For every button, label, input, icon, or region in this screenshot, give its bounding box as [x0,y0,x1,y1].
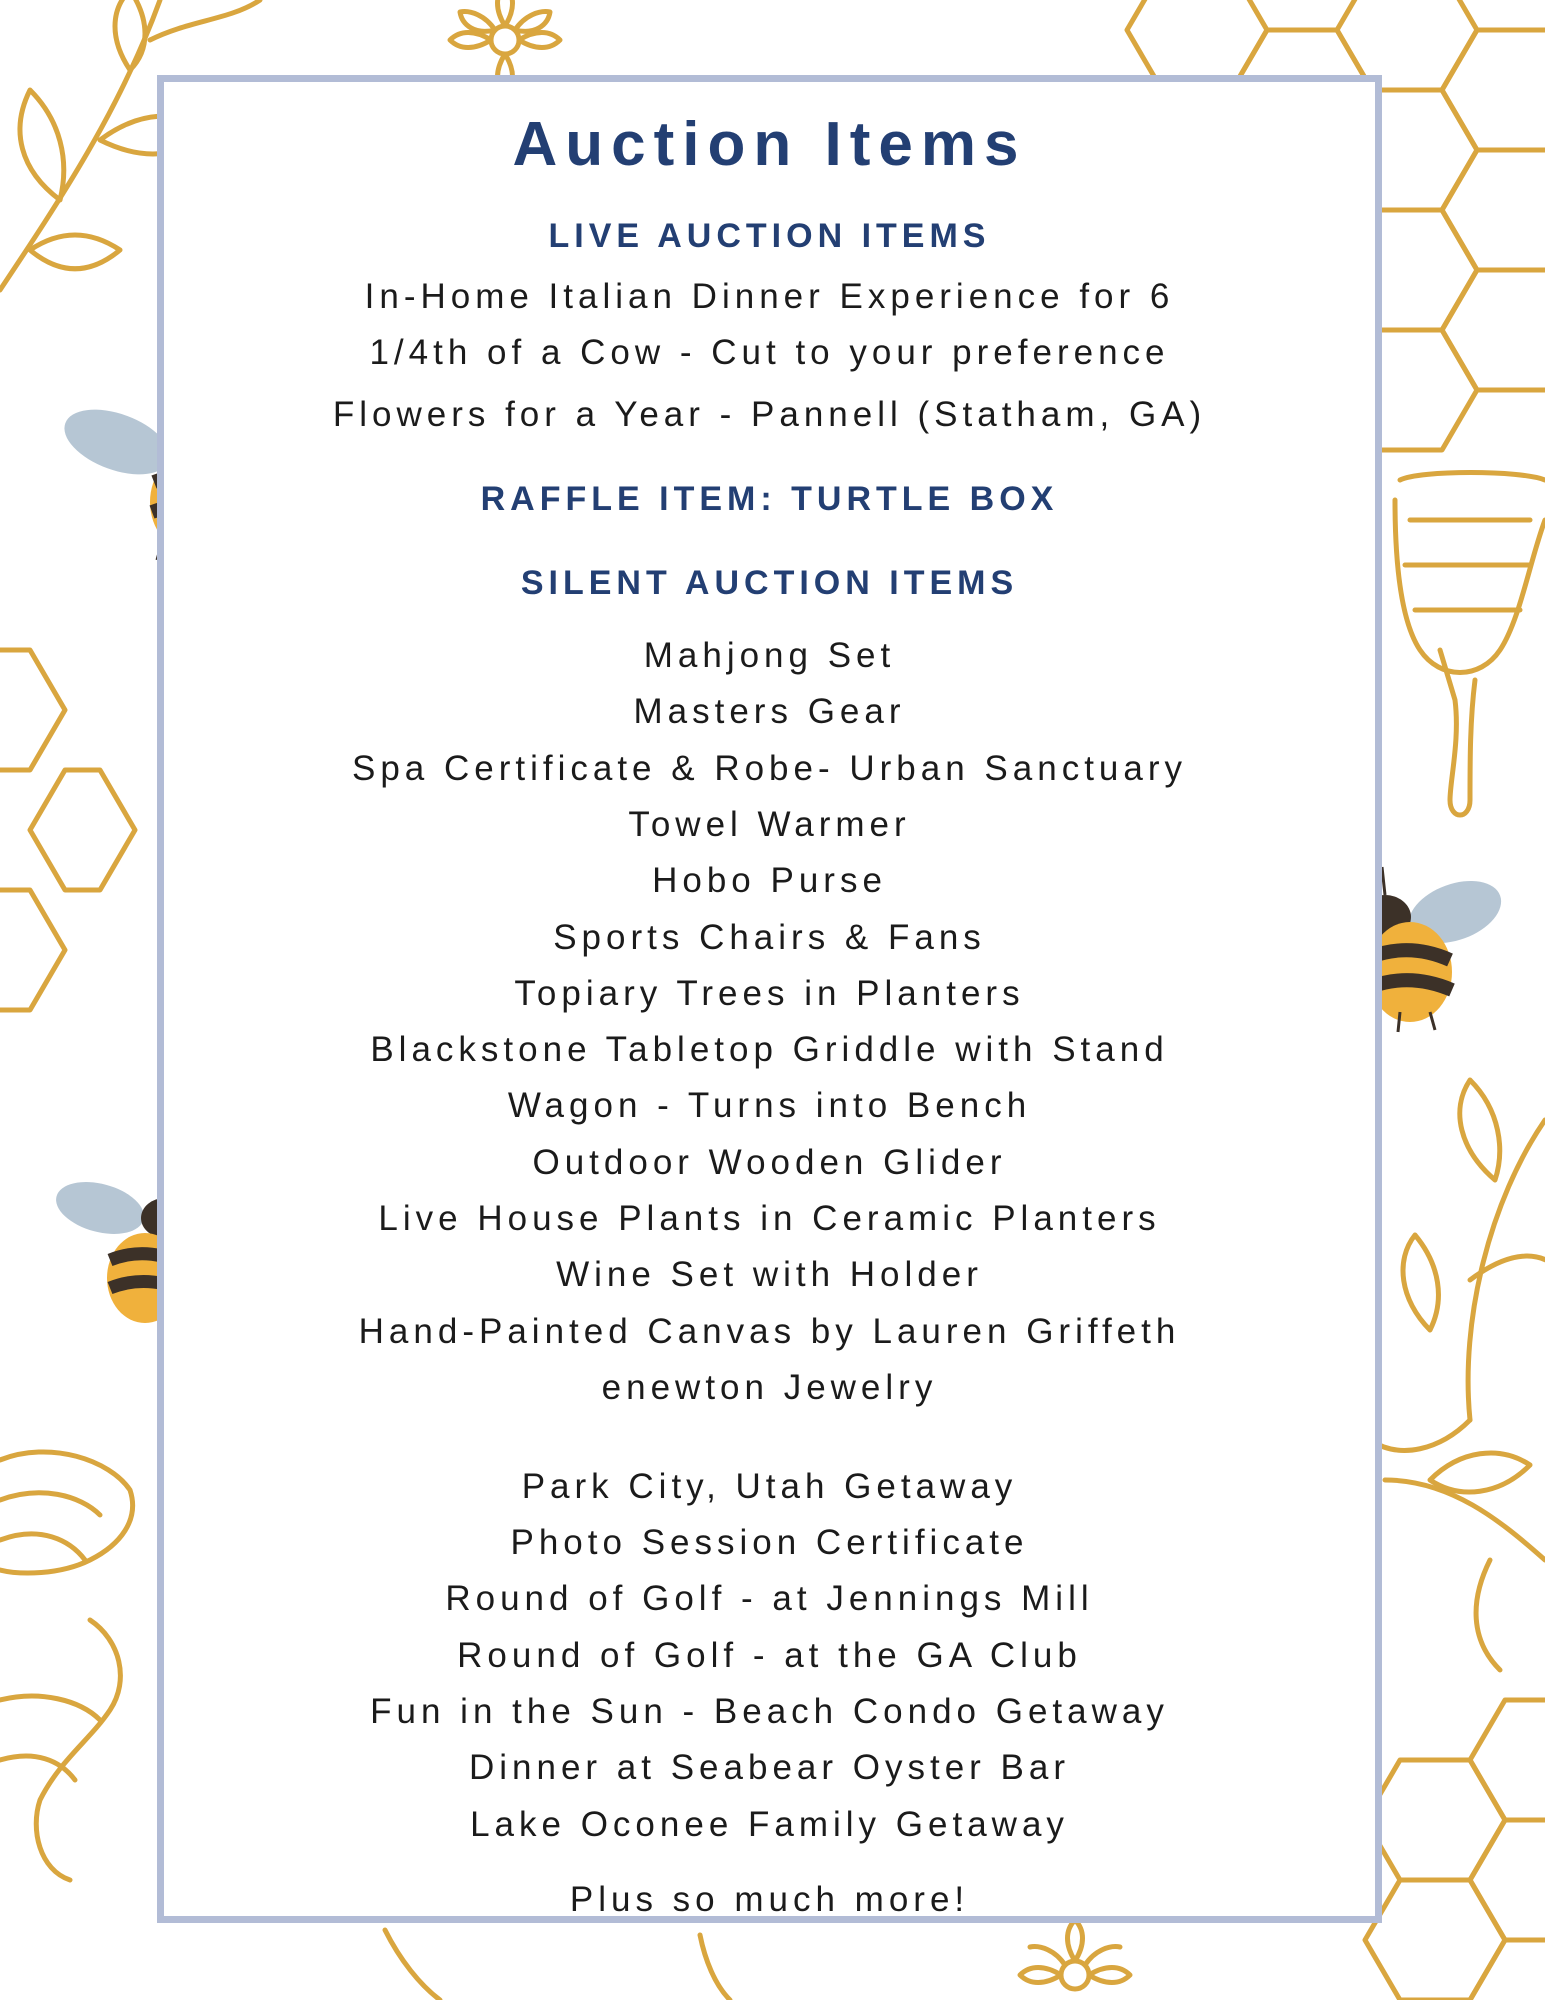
live-item: Flowers for a Year - Pannell (Statham, GA) [332,395,1207,434]
honeycomb-icon [0,650,135,1010]
silent-item: Mahjong Set [643,636,896,675]
auction-panel [157,75,1382,1923]
silent-item: Towel Warmer [628,805,911,844]
silent-item: enewton Jewelry [601,1368,938,1407]
footer-text: Plus so much more! [569,1880,970,1919]
silent-item: Masters Gear [633,692,906,731]
page-title: Auction Items [512,110,1027,179]
silent-item: Wagon - Turns into Bench [507,1086,1032,1125]
flower-vine-icon [1370,1080,1545,1450]
silent-auction-heading: SILENT AUCTION ITEMS [520,564,1019,602]
getaway-item: Park City, Utah Getaway [521,1467,1018,1506]
silent-item: Hand-Painted Canvas by Lauren Griffeth [358,1312,1181,1351]
raffle-heading: RAFFLE ITEM: TURTLE BOX [480,480,1059,518]
getaway-item: Round of Golf - at the GA Club [457,1636,1082,1675]
silent-item: Hobo Purse [652,861,887,900]
getaway-item: Dinner at Seabear Oyster Bar [468,1748,1071,1787]
getaway-item: Photo Session Certificate [510,1523,1029,1562]
silent-item: Live House Plants in Ceramic Planters [378,1199,1161,1238]
flower-vine-icon [1385,1453,1545,1670]
getaway-item: Fun in the Sun - Beach Condo Getaway [370,1692,1169,1731]
getaway-item: Round of Golf - at Jennings Mill [445,1579,1094,1618]
silent-item: Blackstone Tabletop Griddle with Stand [370,1030,1169,1069]
honey-dipper-icon [1395,473,1545,816]
silent-item: Sports Chairs & Fans [553,918,986,957]
live-item: In-Home Italian Dinner Experience for 6 [364,277,1175,316]
live-auction-heading: LIVE AUCTION ITEMS [548,217,991,255]
silent-item: Outdoor Wooden Glider [532,1143,1007,1182]
live-item: 1/4th of a Cow - Cut to your preference [369,333,1170,372]
honeycomb-icon [1365,1700,1545,2000]
honey-jar-icon [0,1452,133,1880]
silent-item: Spa Certificate & Robe- Urban Sanctuary [351,749,1188,788]
silent-item: Topiary Trees in Planters [514,974,1025,1013]
silent-item: Wine Set with Holder [556,1255,983,1294]
getaway-item: Lake Oconee Family Getaway [470,1805,1069,1844]
daisy-icon [1020,1920,1130,1989]
